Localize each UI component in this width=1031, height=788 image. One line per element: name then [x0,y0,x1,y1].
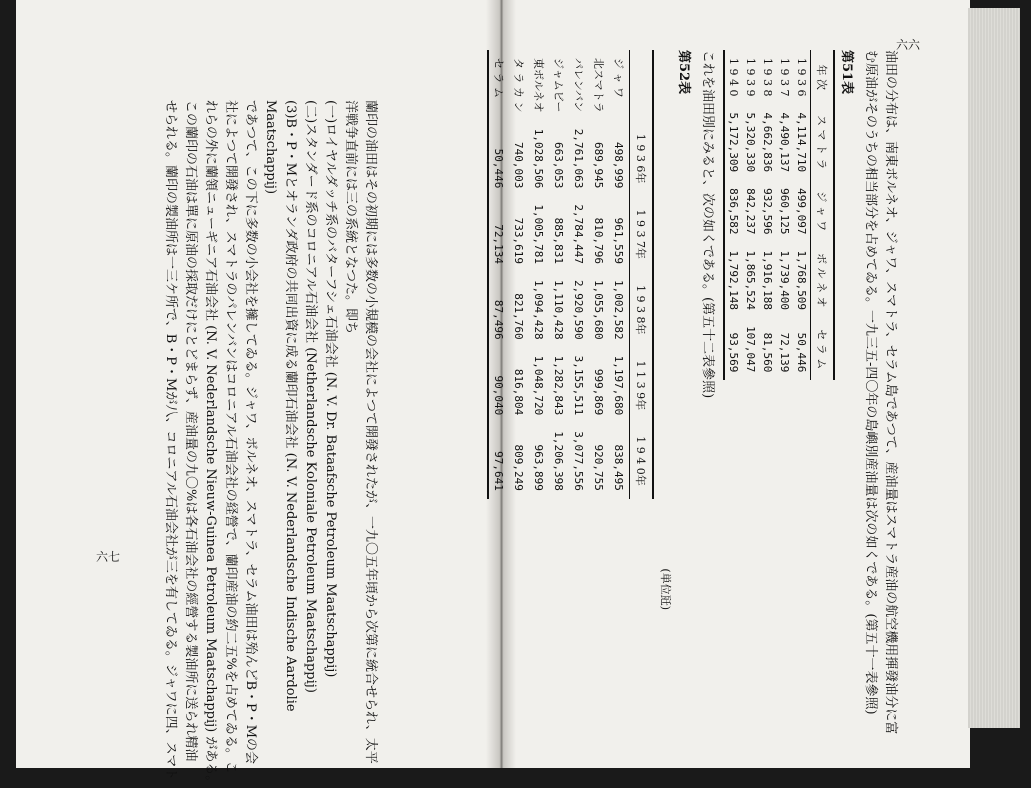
table-cell: 689,945 [592,142,606,189]
right-page-content [481,50,900,735]
text-line: であつて、この下に多数の小会社を擁してゐる。ジャワ、ボルネオ、スマトラ、セラム油田は殆んどB・P・Mの会 [243,100,258,765]
table-cell: 1,206,398 [552,431,566,491]
table-cell: 93,569 [727,332,740,373]
table-cell: 107,047 [744,326,757,373]
row-label: ジャムビー [552,58,565,113]
table52-unit: (単位瓩) [659,568,672,610]
table51-header-row [811,50,835,380]
table-cell: 1,197,680 [612,355,626,416]
row-label: セ ラ ム [492,58,505,98]
table-cell: 663,053 [552,142,566,189]
table-cell: 50,446 [492,148,506,189]
intro-line-2: む原油がそのうちの相当部分を占めてゐる。一九三五-四〇年の島嶼別産油量は次の如くである。(第五十一表參照) [863,50,878,715]
table-cell: 885,831 [552,217,566,264]
table-row [724,50,742,380]
table-cell: 961,559 [612,217,626,264]
row-label: タ ラ カ ン [512,58,525,113]
text-line: Maatschappij) [263,100,278,195]
table-cell: 90,040 [492,375,506,416]
table-cell: 836,582 [727,188,740,235]
row-label: 1 9 3 8 [761,58,774,97]
row-label: パレンバン [572,58,585,112]
column-header: 1 9 3 8年 [630,272,654,348]
row-label: 1 9 3 9 [744,58,757,97]
table-cell: 2,761,063 [572,128,586,189]
text-line: 蘭印の油田はその初期には多数の小規模の会社によつて開發されたが、一九〇五年頃から次第に統合せられ、太平 [363,100,378,764]
table52-header-row [630,50,654,499]
table-cell: 72,134 [492,224,506,264]
left-page-content [160,100,380,788]
table-cell: 1,002,582 [612,280,626,340]
left-page-number: 六七 [96,550,121,564]
table-cell: 499,097 [795,188,808,235]
table-cell: 920,755 [592,444,606,491]
column-header: 年 次 [811,50,835,104]
table51-body [724,50,811,380]
table-cell: 2,784,447 [572,204,586,264]
table-cell: 810,796 [592,217,606,264]
table-cell: 999,869 [592,368,606,416]
text-line: 洋戦争直前には三の系統となつた。即ち [343,100,358,335]
table-cell: 932,596 [761,188,774,235]
column-header: ス マ ト ラ [811,104,835,180]
table-cell: 1,768,509 [795,250,808,311]
table-cell: 733,619 [512,217,526,264]
table-row [549,50,569,499]
intro-line-1: 油田の分布は、南東ボルネオ、ジャワ、スマトラ、セラム島であつて、産油量はスマトラ産油の航空機用揮發油分に富 [883,50,898,735]
table-cell: 72,139 [778,332,791,373]
table-row [609,50,630,499]
column-header: 1 9 4 0年 [630,423,654,499]
middle-line: これを油田別にみると、次の如くである。(第五十二表參照) [700,50,715,399]
table-cell: 50,446 [795,332,808,373]
column-header: ボ ル ネ オ [811,242,835,318]
page-edges [968,8,1020,728]
table-cell: 4,490,137 [778,112,791,173]
table-cell: 838,495 [612,444,626,491]
table-cell: 3,077,556 [572,431,586,491]
table-row [509,50,529,499]
row-label: 1 9 3 7 [778,58,791,97]
right-page-number: 六六 [896,38,921,52]
table52-title: 第52表 [676,50,691,95]
row-label: ジ ャ ワ [612,58,625,98]
table-cell: 1,792,148 [727,250,740,311]
table-cell: 816,804 [512,368,526,416]
row-label: 1 9 3 6 [795,58,808,97]
text-line: (二)スタンダード系のコロニアル石油会社 (Netherlandsche Koloniale Petroleum Maatschappij) [303,100,318,693]
table-cell: 1,028,506 [532,128,546,189]
table-row [488,50,509,499]
table-cell: 3,155,511 [572,355,586,416]
table-cell: 4,114,710 [795,112,808,173]
table-51 [723,50,835,380]
table-cell: 1,110,428 [552,280,566,340]
table-cell: 97,641 [492,451,506,491]
table-cell: 1,048,720 [532,355,546,416]
table-cell: 5,320,330 [744,112,757,173]
table-row [742,50,759,380]
row-label: 東ボルネオ [532,58,545,113]
table-row [776,50,793,380]
text-line: (一)ロイヤルダッチ系のバターフシェ石油会社 (N. V. Dr. Bataafsche Petroleum Maatschappij) [323,100,338,678]
table-cell: 5,172,309 [727,112,740,173]
table-row [793,50,811,380]
column-header: 1 9 3 6年 [630,121,654,197]
table-cell: 1,865,524 [744,250,757,311]
table-cell: 740,003 [512,142,526,189]
table-cell: 2,920,590 [572,280,586,340]
column-header: 1 1 3 9年 [630,348,654,424]
text-line: この蘭印の石油は單に原油の採取だけにとどまらず、産油量の九〇%は各石油会社の經營する製油所に送られ精油 [183,100,198,762]
table-cell: 809,249 [512,444,526,491]
row-label: 1 9 4 0 [727,58,740,97]
table-52 [487,50,654,499]
row-label: 北スマトラ [592,58,605,113]
table-row [759,50,776,380]
column-header [630,50,654,121]
table-cell: 81,560 [761,332,774,373]
text-line: せられる。蘭印の製油所は一三ケ所で、B・P・Mが八、コロニアル石油会社が三を有してゐる。ジャワに四、スマト [163,100,178,781]
column-header: セ ラ ム [811,318,835,380]
table52-body [488,50,630,499]
table-cell: 821,760 [512,293,526,340]
table51-title: 第51表 [839,50,854,95]
table-row [529,50,549,499]
table-cell: 87,496 [492,299,506,340]
table-cell: 4,662,836 [761,112,774,173]
column-header: ジ ャ ワ [811,180,835,242]
table-cell: 1,005,781 [532,204,546,264]
table-cell: 1,916,188 [761,250,774,311]
table-row [589,50,609,499]
table-cell: 842,237 [744,188,757,235]
table-cell: 963,899 [532,444,546,491]
table-cell: 1,282,843 [552,355,566,416]
table-cell: 1,055,680 [592,280,606,340]
table-cell: 498,999 [612,142,626,189]
text-line: 社によつて開發され、スマトラのパレンバンはコロニアル石油会社の経營で、蘭印産油の約二五%を占めてゐる。こ [223,100,238,774]
table-cell: 1,739,400 [778,250,791,311]
table-cell: 960,125 [778,188,791,235]
text-line: れらの外に蘭領ニューギニア石油会社 (N. V. Nederlandsche Nieuw-Guinea Petroleum Maatschappij) がある。 [203,100,218,788]
table-row [569,50,589,499]
column-header: 1 9 3 7年 [630,196,654,272]
table-cell: 1,094,428 [532,280,546,340]
text-line: (3)B・P・Mとオランダ政府の共同出資に成る蘭印石油会社 (N. V. Nederlandsche Indische Aardolie [283,100,298,712]
